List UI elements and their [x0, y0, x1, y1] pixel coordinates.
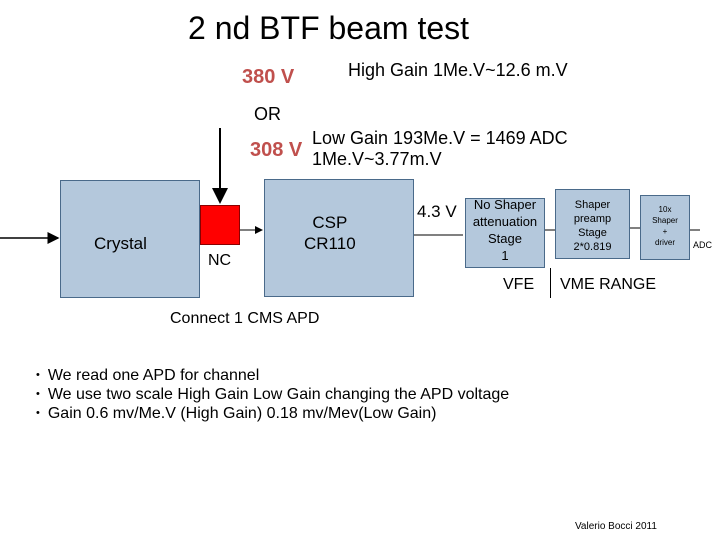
adc-label: ADC — [693, 240, 713, 250]
driver-line3: + — [662, 227, 668, 236]
preamp-label — [557, 198, 628, 254]
author-credit: Valerio Bocci 2011 — [575, 521, 657, 532]
preamp-line4: 2*0.819 — [573, 241, 612, 253]
bias-voltage-low: 308 V — [250, 139, 303, 161]
bias-voltage-high: 380 V — [242, 66, 295, 88]
vme-range-label: VME RANGE — [560, 276, 657, 293]
shaper-voltage: 4.3 V — [417, 202, 457, 221]
low-gain-line1: Low Gain 193Me.V = 1469 ADC — [312, 128, 568, 148]
csp-label — [304, 212, 356, 254]
bullet-item: • We read one APD for channel — [36, 366, 509, 385]
low-gain-line2: 1Me.V~3.77m.V — [312, 149, 442, 169]
bullet-item: • Gain 0.6 mv/Me.V (High Gain) 0.18 mv/Mev(Low Gain) — [36, 404, 509, 423]
high-gain-text: High Gain 1Me.V~12.6 m.V — [348, 60, 568, 80]
driver-line1: 10x — [658, 205, 672, 214]
vfe-vme-separator — [550, 268, 551, 298]
shaper-line2: attenuation — [472, 214, 538, 229]
connect-text: Connect 1 CMS APD — [170, 310, 320, 327]
or-text: OR — [254, 104, 281, 124]
preamp-line2: preamp — [573, 213, 612, 225]
low-gain-text — [312, 128, 568, 170]
csp-line1: CSP — [312, 213, 348, 232]
nc-label: NC — [208, 252, 232, 269]
vfe-label: VFE — [503, 276, 535, 293]
driver-line2: Shaper — [652, 216, 678, 225]
shaper-label — [467, 196, 543, 264]
bullet-list — [36, 366, 509, 423]
csp-line2: CR110 — [304, 234, 356, 253]
preamp-line3: Stage — [578, 227, 607, 239]
shaper-line4: 1 — [501, 248, 509, 263]
preamp-line1: Shaper — [574, 199, 611, 211]
driver-label — [641, 204, 689, 248]
driver-line4: driver — [654, 238, 675, 247]
bullet-item: • We use two scale High Gain Low Gain changing the APD voltage — [36, 385, 509, 404]
slide-title: 2 nd BTF beam test — [188, 10, 470, 46]
shaper-line1: No Shaper — [473, 197, 537, 212]
crystal-label: Crystal — [94, 234, 147, 253]
shaper-line3: Stage — [488, 231, 522, 246]
